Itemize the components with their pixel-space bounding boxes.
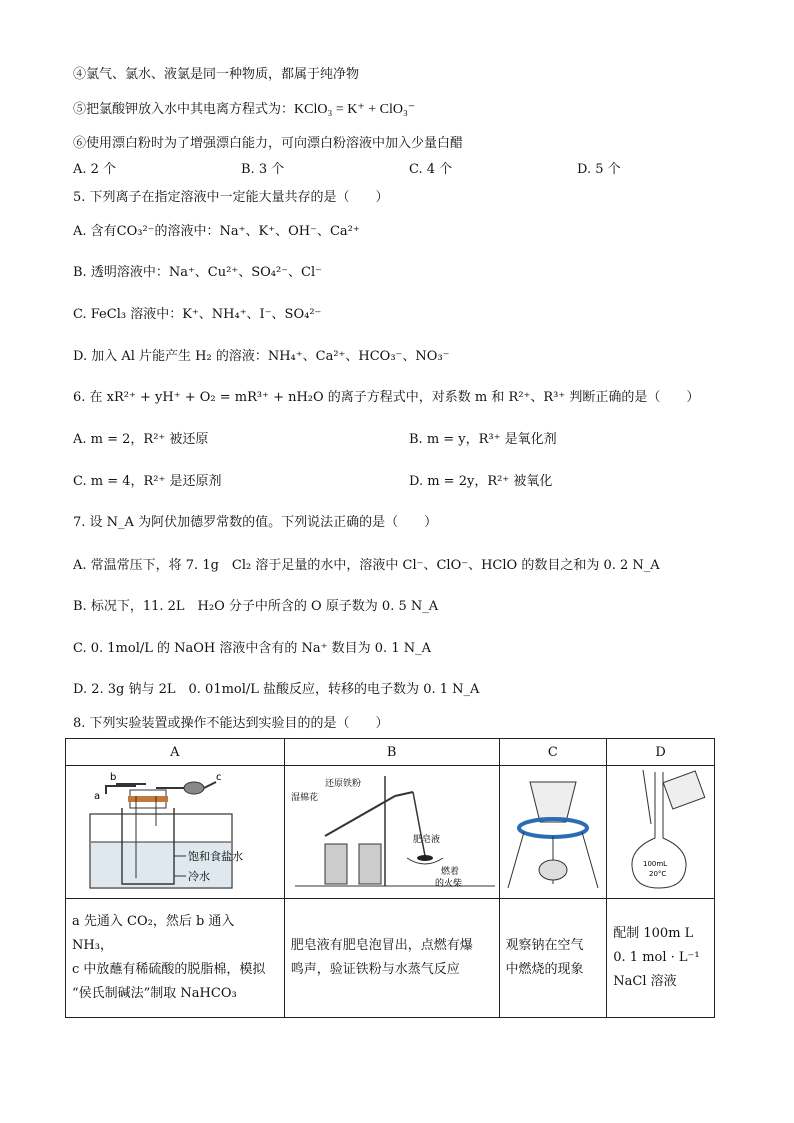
q5-stem: 5. 下列离子在指定溶液中一定能大量共存的是（ ） [73, 190, 389, 205]
q8-header-a: A [66, 739, 285, 766]
q8-header-b: B [284, 739, 499, 766]
q7-option-b: B. 标况下，11. 2L H₂O 分子中所含的 O 原子数为 0. 5 N_A [73, 599, 439, 614]
q4-option-c: C. 4 个 [409, 162, 453, 177]
q4-option-a: A. 2 个 [73, 162, 117, 177]
diagram-d-label-volume: 100mL [643, 860, 668, 868]
diagram-d-volumetric-flask [607, 766, 712, 894]
diagram-c-crucible-tripod [500, 766, 605, 894]
diagram-a-label-a: a [94, 791, 101, 802]
q6-option-c: C. m = 4，R²⁺ 是还原剂 [73, 474, 222, 489]
q7-option-d: D. 2. 3g 钠与 2L 0. 01mol/L 盐酸反应，转移的电子数为 0. 1 N_A [73, 682, 480, 697]
diagram-a-bottle-apparatus [66, 766, 282, 894]
diagram-b-label-soap: 肥皂液 [412, 835, 440, 845]
q8-table [65, 738, 715, 1018]
q8-diagram-row [66, 766, 715, 899]
diagram-d-label-temperature: 20°C [649, 870, 667, 878]
q8-description-row [66, 899, 715, 1018]
desc-d-line-3: NaCl 溶液 [613, 974, 677, 989]
q4-item-5 [73, 101, 415, 119]
desc-d-line-1: 配制 100m L [613, 926, 694, 941]
desc-c-line-2: 中燃烧的现象 [505, 962, 584, 977]
q8-description-d [607, 899, 715, 1018]
q7-option-c: C. 0. 1mol/L 的 NaOH 溶液中含有的 Na⁺ 数目为 0. 1 N_A [73, 641, 431, 656]
q8-description-a [66, 899, 285, 1018]
q6-options-row1 [73, 431, 713, 449]
desc-c-line-1: 观察钠在空气 [505, 938, 584, 953]
q4-options [73, 161, 713, 179]
q4-option-d: D. 5 个 [577, 162, 621, 177]
q4-option-b: B. 3 个 [241, 162, 285, 177]
q7-stem: 7. 设 N_A 为阿伏加德罗常数的值。下列说法正确的是（ ） [73, 515, 438, 530]
q4-item-5-equation: KClO₃ = K⁺ + ClO₃⁻ [294, 102, 416, 117]
q5-option-d: D. 加入 Al 片能产生 H₂ 的溶液：NH₄⁺、Ca²⁺、HCO₃⁻、NO₃⁻ [73, 349, 450, 364]
diagram-b-label-wet-cotton: 湿棉花 [290, 793, 318, 803]
diagram-b-iron-steam-apparatus [285, 766, 497, 894]
desc-a-line-2: c 中放蘸有稀硫酸的脱脂棉，模拟 [72, 962, 266, 977]
q8-description-b [284, 899, 499, 1018]
q6-option-a: A. m = 2，R²⁺ 被还原 [73, 432, 209, 447]
q8-header-d: D [607, 739, 715, 766]
q6-option-b: B. m = y，R³⁺ 是氧化剂 [409, 432, 557, 447]
q4-item-4: ④氯气、氯水、液氯是同一种物质，都属于纯净物 [73, 67, 360, 82]
q8-diagram-b-cell [284, 766, 499, 899]
q8-stem: 8. 下列实验装置或操作不能达到实验目的的是（ ） [73, 716, 389, 731]
diagram-b-label-burning: 燃着 [440, 867, 459, 877]
desc-b-line-1: 肥皂液有肥皂泡冒出，点燃有爆 [290, 938, 473, 953]
q8-diagram-c-cell [499, 766, 607, 899]
q5-option-b: B. 透明溶液中：Na⁺、Cu²⁺、SO₄²⁻、Cl⁻ [73, 265, 323, 280]
diagram-b-label-iron-powder: 还原铁粉 [324, 779, 361, 789]
diagram-a-label-b: b [110, 772, 117, 783]
q6-option-d: D. m = 2y，R²⁺ 被氧化 [409, 474, 553, 489]
desc-b-line-2: 鸣声，验证铁粉与水蒸气反应 [290, 962, 460, 977]
q4-item-5-text: ⑤把氯酸钾放入水中其电离方程式为： [73, 102, 295, 117]
desc-a-line-3: “侯氏制碱法”制取 NaHCO₃ [72, 986, 237, 1001]
q8-diagram-a-cell [66, 766, 285, 899]
q6-stem: 6. 在 xR²⁺ + yH⁺ + O₂ = mR³⁺ + nH₂O 的离子方程式中，对系数 m 和 R²⁺、R³⁺ 判断正确的是（ ） [73, 390, 700, 405]
diagram-a-label-cold-water: 冷水 [188, 870, 210, 883]
q5-option-a: A. 含有CO₃²⁻的溶液中：Na⁺、K⁺、OH⁻、Ca²⁺ [73, 224, 360, 239]
q8-header-row [66, 739, 715, 766]
diagram-b-label-match: 的火柴 [434, 879, 462, 889]
q8-header-c: C [499, 739, 607, 766]
q5-option-c: C. FeCl₃ 溶液中：K⁺、NH₄⁺、I⁻、SO₄²⁻ [73, 307, 322, 322]
diagram-a-label-c: c [216, 772, 222, 783]
desc-a-line-1: a 先通入 CO₂，然后 b 通入 NH₃， [72, 914, 235, 953]
diagram-a-label-brine: 饱和食盐水 [188, 850, 243, 863]
q7-option-a: A. 常温常压下，将 7. 1g Cl₂ 溶于足量的水中，溶液中 Cl⁻、ClO⁻、HClO 的数目之和为 0. 2 N_A [73, 558, 660, 573]
q4-item-6: ⑥使用漂白粉时为了增强漂白能力，可向漂白粉溶液中加入少量白醋 [73, 136, 464, 151]
q6-options-row2 [73, 473, 713, 491]
q8-diagram-d-cell [607, 766, 715, 899]
desc-d-line-2: 0. 1 mol · L⁻¹ [613, 950, 700, 965]
q8-description-c [499, 899, 607, 1018]
